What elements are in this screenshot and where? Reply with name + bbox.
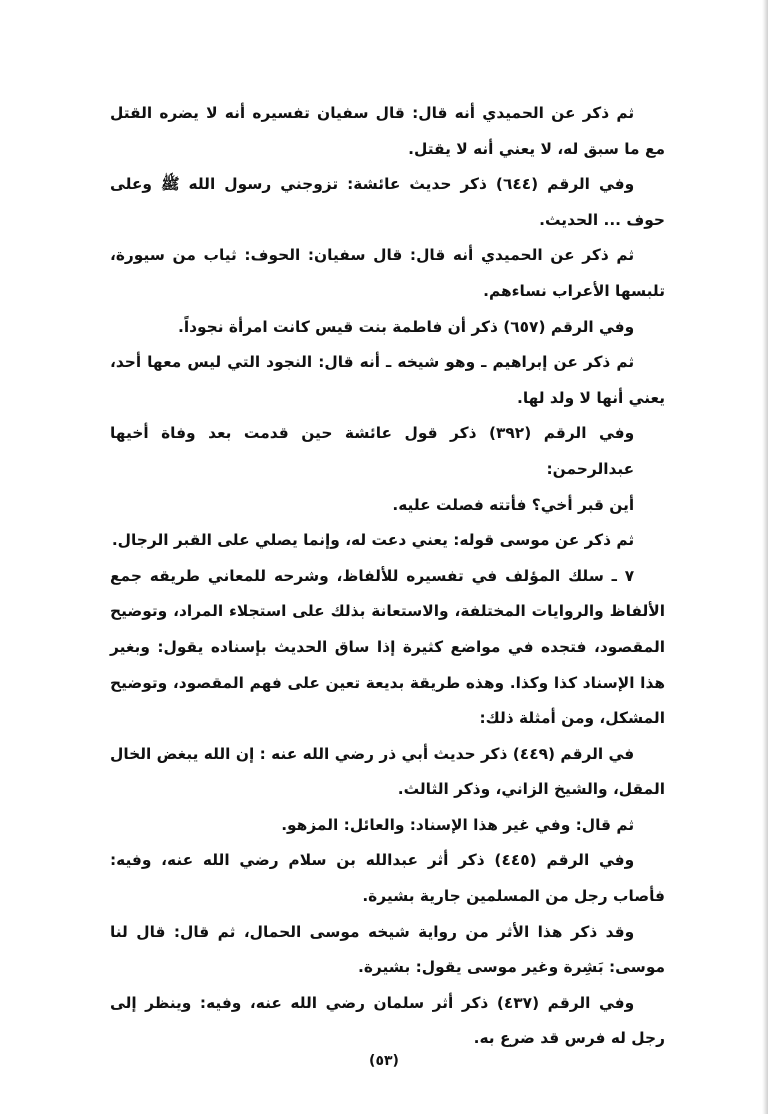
paragraph-7: أين قبر أخي؟ فأتته فصلت عليه. [392, 495, 635, 514]
paragraph-12: وفي الرقم (٤٤٥) ذكر أثر عبدالله بن سلام رضي الله عنه، وفيه: فأصاب رجل من المسلمين جارية بشيرة. [110, 851, 665, 906]
paragraph-10: في الرقم (٤٤٩) ذكر حديث أبي ذر رضي الله عنه : إن الله يبغض الخال المقل، والشيخ الزاني، وذكر الثالث. [110, 744, 665, 799]
paragraph-4: وفي الرقم (٦٥٧) ذكر أن فاطمة بنت قيس كانت امرأة نجوداً. [177, 317, 635, 336]
page-number: (٥٣) [369, 1053, 399, 1069]
page-edge-shadow [762, 0, 768, 1114]
paragraph-8: ثم ذكر عن موسى قوله: يعني دعت له، وإنما يصلي على القبر الرجال. [111, 531, 635, 550]
paragraph-11: ثم قال: وفي غير هذا الإسناد: والعائل: المزهو. [281, 815, 635, 834]
body-text [110, 96, 665, 1057]
paragraph-6: وفي الرقم (٣٩٢) ذكر قول عائشة حين قدمت بعد وفاة أخيها عبدالرحمن: [110, 424, 635, 478]
paragraph-9: ٧ ـ سلك المؤلف في تفسيره للألفاظ، وشرحه للمعاني طريقه جمع الألفاظ والروايات المختلفة، والاستعانة بذلك على استجلاء المراد، وتوضيح المقصود، فتجده في مواضع كثيرة إذا ساق الحديث بإسناده يقول: وبغير هذا الإسناد كذا وكذا. وهذه طريقة بديعة تعين على فهم المقصود، وتوضيح المشكل، ومن أمثلة ذلك: [110, 566, 665, 728]
paragraph-14: وفي الرقم (٤٣٧) ذكر أثر سلمان رضي الله عنه، وفيه: وينظر إلى رجل له فرس قد ضرع به. [110, 993, 665, 1048]
paragraph-2: وفي الرقم (٦٤٤) ذكر حديث عائشة: تزوجني رسول الله ﷺ وعلى حوف ... الحديث. [110, 175, 665, 229]
paragraph-1: ثم ذكر عن الحميدي أنه قال: قال سفيان تفسيره أنه لا يضره القتل مع ما سبق له، لا يعني أنه لا يقتل. [110, 104, 665, 158]
paragraph-5: ثم ذكر عن إبراهيم ـ وهو شيخه ـ أنه قال: النجود التي ليس معها أحد، يعني أنها لا ولد لها. [110, 353, 665, 407]
paragraph-13: وقد ذكر هذا الأثر من رواية شيخه موسى الحمال، ثم قال: قال لنا موسى: بَشِرة وغير موسى يقول: بشيرة. [110, 922, 665, 977]
paragraph-3: ثم ذكر عن الحميدي أنه قال: قال سفيان: الحوف: ثياب من سيورة، تلبسها الأعراب نساءهم. [110, 246, 665, 300]
